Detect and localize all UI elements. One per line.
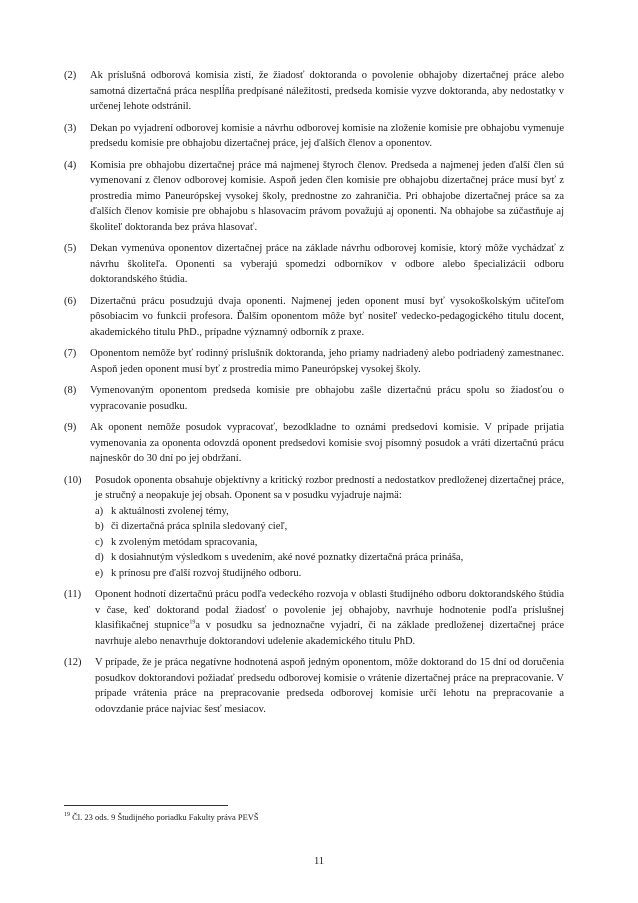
paragraph-text-continued: a v posudku sa jednoznačne vyjadrí, či na základe predloženej dizertačnej práce navrhuje alebo nenavrhuje doktorandovi udelenie akademického titulu PhD. [95, 620, 564, 647]
paragraph-text: Posudok oponenta obsahuje objektívny a kritický rozbor predností a nedostatkov predloženej dizertačnej práce, je stručný a neopakuje jej obsah. Oponent sa v posudku vyjadruje najmä: [95, 474, 564, 501]
footnote-divider [64, 805, 228, 806]
paragraph-number: (4) [64, 159, 77, 171]
paragraph-2 [64, 68, 564, 115]
paragraph-text: Vymenovaným oponentom predseda komisie pre obhajobu zašle dizertačnú prácu spolu so žiadosťou o vypracovanie posudku. [90, 385, 564, 412]
list-item-text: k aktuálnosti zvolenej témy, [111, 505, 229, 517]
list-item-letter: e) [95, 567, 104, 579]
paragraph-number: (5) [64, 243, 77, 254]
paragraph-text: Ak oponent nemôže posudok vypracovať, bezodkladne to oznámi predsedovi komisie. V prípade prijatia vymenovania za oponenta odovzdá oponent predsedovi komisie svoj písomný posudok a vráti dizertačnú prácu najneskôr do 30 dní po jej obdržaní. [90, 422, 564, 464]
paragraph-11 [64, 587, 564, 649]
paragraph-number: (11) [64, 589, 82, 600]
paragraph-text: V prípade, že je práca negatívne hodnotená aspoň jedným oponentom, môže doktorand do 15 dní od doručenia posudkov doktorandovi požiadať predsedu odborovej komisie o vrátenie dizertačnej práce na prepracovanie. V prípade vrátenia práce na prepracovanie predseda odborovej komisie určí lehotu na prepracovanie a odovzdanie práce najviac šesť mesiacov. [95, 657, 564, 715]
paragraph-number: (3) [64, 122, 77, 134]
paragraph-text: Dekan vymenúva oponentov dizertačnej práce na základe návrhu odborovej komisie, ktorý môže vychádzať z návrhu školiteľa. Oponenti sa vyberajú spomedzi odborníkov v odbore alebo špecializácii odboru doktorandského štúdia. [90, 243, 564, 285]
paragraph-number: (12) [64, 657, 82, 668]
document-page [64, 68, 564, 723]
paragraph-number: (2) [64, 70, 77, 81]
paragraph-number: (8) [64, 385, 77, 396]
page-number: 11 [313, 856, 325, 867]
paragraph-text: Komisia pre obhajobu dizertačnej práce má najmenej štyroch členov. Predseda a najmenej jeden ďalší člen sú vymenovaní z členov odborovej komisie. Aspoň jeden člen komisie pre obhajobu dizertačnej práce musí byť z prostredia mimo Paneurópskej vysokej školy, prednostne zo zahraničia. Pri obhajobe dizertačnej práce sa za ďalších členov komisie pre obhajobu s hlasovacím právom považujú aj oponenti. Na obhajobe sa zúčastňuje aj školiteľ doktoranda bez práva hlasovať. [90, 159, 564, 233]
list-item [95, 566, 564, 582]
paragraph-3 [64, 121, 564, 152]
paragraph-10 [64, 473, 564, 582]
paragraph-7 [64, 346, 564, 377]
list-item-letter: a) [95, 505, 104, 517]
paragraph-5 [64, 241, 564, 288]
paragraph-number: (9) [64, 422, 77, 433]
paragraph-body [95, 587, 564, 649]
list-item-letter: d) [95, 552, 104, 563]
list-item-text: k zvoleným metódam spracovania, [111, 536, 258, 548]
paragraph-number: (10) [64, 474, 82, 486]
list-item [95, 550, 564, 566]
paragraph-text: Dekan po vyjadrení odborovej komisie a návrhu odborovej komisie na zloženie komisie pre obhajobu vymenuje predsedu komisie pre obhajobu dizertačnej práce, jej ďalších členov a oponentov. [90, 122, 564, 149]
paragraph-9 [64, 420, 564, 467]
paragraph-8 [64, 383, 564, 414]
list-item [95, 504, 564, 520]
paragraph-text: Oponentom nemôže byť rodinný príslušník doktoranda, jeho priamy nadriadený alebo podriadený zamestnanec. Aspoň jeden oponent musí byť z prostredia mimo Paneurópskej vysokej školy. [90, 348, 564, 375]
list-item [95, 535, 564, 551]
footnote-number: 19 [64, 812, 70, 819]
list-item-text: k dosiahnutým výsledkom s uvedením, aké nové poznatky dizertačná práca prináša, [111, 552, 464, 563]
paragraph-body [95, 473, 564, 582]
list-item [95, 519, 564, 535]
footnote [64, 812, 259, 823]
footnote-reference[interactable]: 19 [189, 619, 196, 626]
list-item-text: k prínosu pre ďalší rozvoj študijného odboru. [111, 567, 302, 579]
paragraph-text: Oponent hodnotí dizertačnú prácu podľa vedeckého rozvoja v oblasti študijného odboru doktorandského štúdia v čase, keď doktorand podal žiadosť o povolenie jej obhajoby, navrhuje hodnotenie podľa príslušnej klasifikačnej stupnice [95, 589, 564, 631]
criteria-list [95, 504, 564, 582]
list-item-text: či dizertačná práca splnila sledovaný cieľ, [111, 521, 288, 532]
paragraph-number: (6) [64, 295, 77, 307]
paragraph-4 [64, 158, 564, 236]
paragraph-number: (7) [64, 348, 77, 359]
footnote-text: Čl. 23 ods. 9 Študijného poriadku Fakulty práva PEVŠ [72, 812, 259, 822]
paragraph-text: Dizertačnú prácu posudzujú dvaja oponenti. Najmenej jeden oponent musí byť vysokoškolským učiteľom pôsobiacim vo funkcii profesora. Ďalším oponentom môže byť nositeľ vedecko-pedagogického titulu docent, akademického titulu PhD., prípadne významný odborník z praxe. [90, 295, 564, 338]
paragraph-6 [64, 294, 564, 341]
paragraph-12 [64, 655, 564, 717]
list-item-letter: c) [95, 536, 104, 548]
paragraph-text: Ak príslušná odborová komisia zistí, že žiadosť doktoranda o povolenie obhajoby dizertačnej práce alebo samotná dizertačná práca nesplĺňa predpísané náležitosti, predseda komisie vyzve doktoranda, aby nedostatky v určenej lehote odstránil. [90, 70, 564, 112]
list-item-letter: b) [95, 521, 104, 532]
